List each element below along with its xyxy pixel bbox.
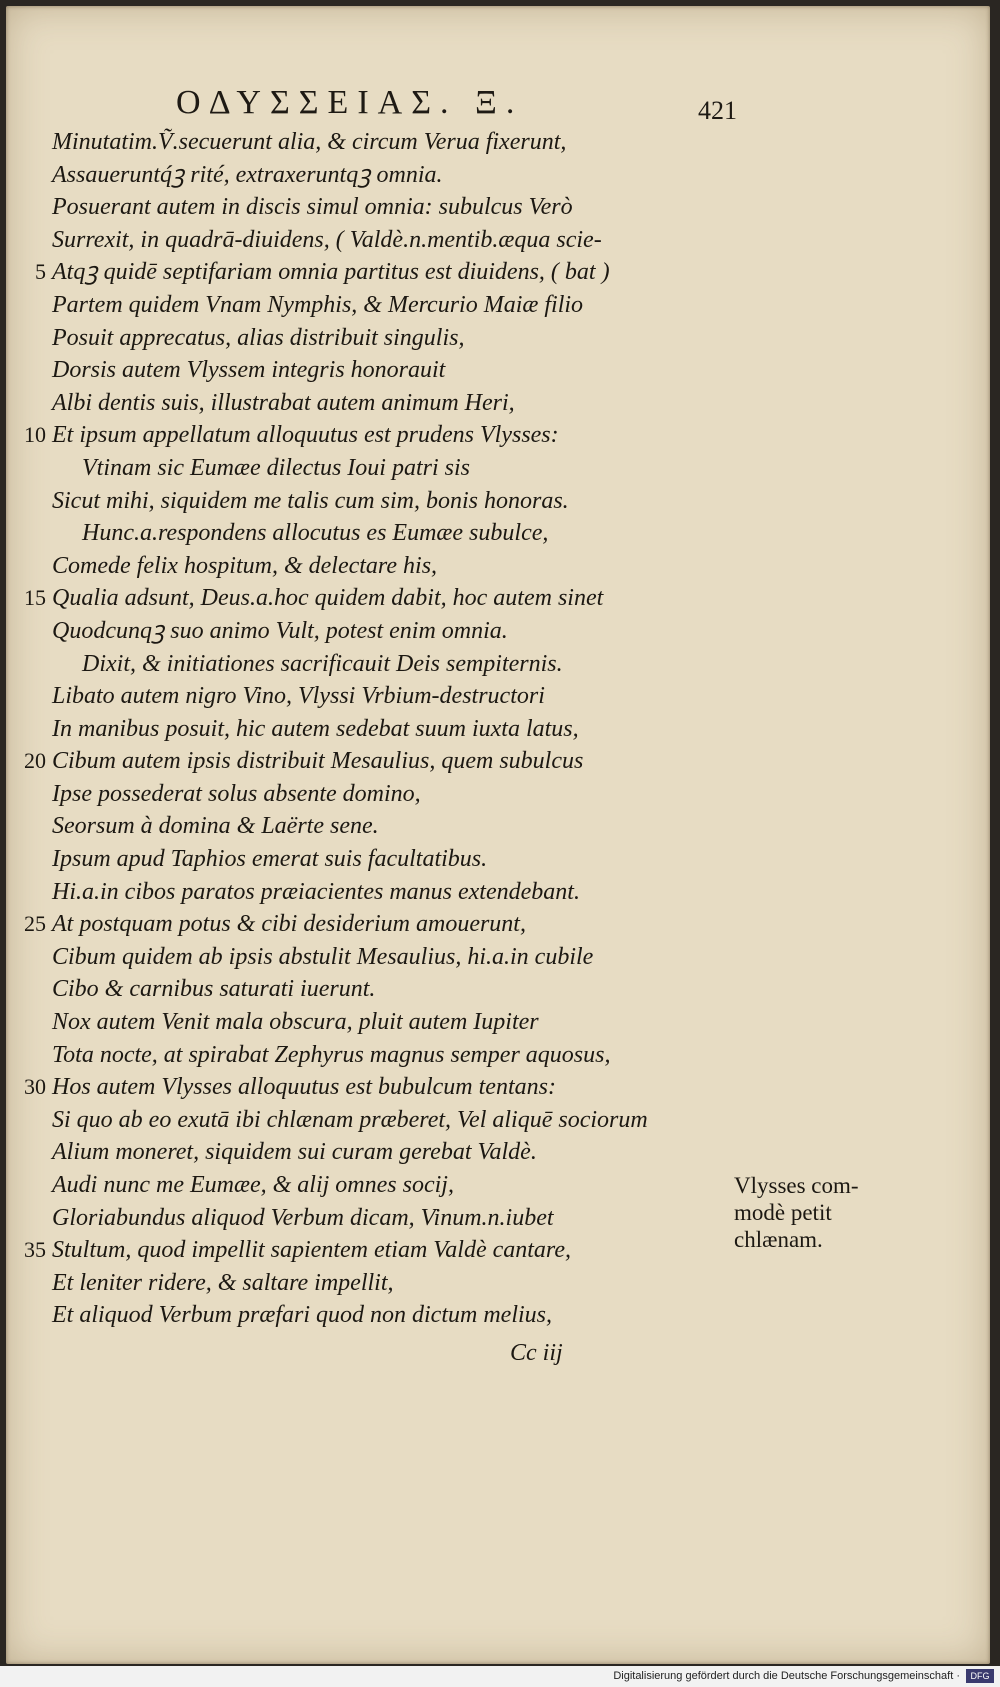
verse-line	[6, 159, 990, 192]
marginal-note-line: modè petit	[734, 1200, 832, 1225]
line-number: 5	[35, 259, 46, 285]
catchword-signature: Cc iij	[510, 1340, 563, 1366]
line-number: 25	[24, 911, 46, 937]
verse-line	[6, 550, 990, 583]
verse-text: Et aliquod Verbum præfari quod non dictum melius,	[52, 1302, 552, 1329]
verse-text: Vtinam sic Eumæe dilectus Ioui patri sis	[82, 454, 470, 481]
verse-line	[6, 191, 990, 224]
verse-line	[6, 289, 990, 322]
verse-text: Dixit, & initiationes sacrificauit Deis sempiternis.	[82, 650, 563, 677]
verse-text: Et leniter ridere, & saltare impellit,	[52, 1269, 394, 1296]
verse-line	[6, 1039, 990, 1072]
verse-line	[6, 452, 990, 485]
verse-text: Posuerant autem in discis simul omnia: subulcus Verò	[52, 194, 573, 221]
verse-line	[6, 1104, 990, 1137]
verse-text: Comede felix hospitum, & delectare his,	[52, 552, 438, 579]
verse-text: Surrexit, in quadrā-diuidens, ( Valdè.n.mentib.æqua scie-	[52, 226, 602, 253]
verse-line	[6, 745, 990, 778]
verse-text: Et ipsum appellatum alloquutus est prudens Vlysses:	[52, 422, 559, 449]
verse-line	[6, 224, 990, 257]
verse-text: Cibo & carnibus saturati iuerunt.	[52, 976, 376, 1003]
verse-line	[6, 517, 990, 550]
verse-text: Ipse possederat solus absente domino,	[52, 780, 421, 807]
verse-text: Cibum quidem ab ipsis abstulit Mesaulius, hi.a.in cubile	[52, 943, 594, 970]
verse-text: Audi nunc me Eumæe, & alij omnes socij,	[52, 1172, 454, 1198]
verse-text: Assaueruntq́ꝫ rité, extraxeruntqꝫ omnia.	[52, 161, 443, 188]
verse-line	[6, 1299, 990, 1332]
verse-text: Libato autem nigro Vino, Vlyssi Vrbium-destructori	[52, 683, 545, 710]
verse-line	[6, 615, 990, 648]
verse-line	[6, 876, 990, 909]
verse-text: Posuit apprecatus, alias distribuit singulis,	[52, 324, 465, 351]
line-number: 30	[24, 1074, 46, 1100]
line-number: 20	[24, 748, 46, 774]
verse-line	[6, 1006, 990, 1039]
marginal-note-line: Vlysses com-	[734, 1173, 859, 1198]
verse-line	[6, 354, 990, 387]
verse-line	[6, 1267, 990, 1300]
verse-text: Cibum autem ipsis distribuit Mesaulius, quem subulcus	[52, 748, 584, 775]
verse-line	[6, 485, 990, 518]
line-number: 15	[24, 585, 46, 611]
verse-line	[6, 648, 990, 681]
verse-line	[6, 973, 990, 1006]
verse-text: Stultum, quod impellit sapientem etiam Valdè cantare,	[52, 1237, 572, 1264]
book-page	[6, 6, 990, 1664]
verse-line	[6, 941, 990, 974]
verse-text: Sicut mihi, siquidem me talis cum sim, bonis honoras.	[52, 487, 569, 514]
footer-credit: Digitalisierung gefördert durch die Deutsche Forschungsgemeinschaft ·	[613, 1670, 960, 1682]
verse-text: Seorsum à domina & Laërte sene.	[52, 813, 379, 840]
verse-text: Quodcunqꝫ suo animo Vult, potest enim omnia.	[52, 617, 508, 644]
verse-text: Minutatim.Ṽ.secuerunt alia, & circum Verua fixerunt,	[52, 129, 567, 155]
verse-line	[6, 582, 990, 615]
verse-text: Gloriabundus aliquod Verbum dicam, Vinum.n.iubet	[52, 1204, 554, 1231]
line-number: 10	[24, 422, 46, 448]
page-number: 421	[698, 96, 737, 125]
verse-text: Hunc.a.respondens allocutus es Eumæe subulce,	[82, 520, 549, 547]
verse-text: Tota nocte, at spirabat Zephyrus magnus semper aquosus,	[52, 1041, 611, 1068]
verse-line	[6, 810, 990, 843]
verse-line	[6, 322, 990, 355]
verse-text: Hos autem Vlysses alloquutus est bubulcum tentans:	[52, 1074, 556, 1101]
dfg-logo: DFG	[966, 1669, 994, 1683]
verse-text: Alium moneret, siquidem sui curam gerebat Valdè.	[52, 1139, 537, 1166]
verse-line	[6, 843, 990, 876]
verse-text: Ipsum apud Taphios emerat suis facultatibus.	[52, 846, 488, 873]
verse-text: Albi dentis suis, illustrabat autem animum Heri,	[52, 389, 515, 416]
verse-text: At postquam potus & cibi desiderium amouerunt,	[52, 911, 526, 938]
verse-text: Atqꝫ quidē septifariam omnia partitus est diuidens, ( bat )	[52, 259, 610, 286]
verse-text: Nox autem Venit mala obscura, pluit autem Iupiter	[52, 1009, 539, 1036]
verse-text: In manibus posuit, hic autem sedebat suum iuxta latus,	[52, 715, 579, 742]
verse-line	[6, 1136, 990, 1169]
verse-line	[6, 908, 990, 941]
verse-text: Hi.a.in cibos paratos præiacientes manus extendebant.	[52, 878, 580, 905]
verse-text: Si quo ab eo exutā ibi chlænam præberet, Vel aliquē sociorum	[52, 1106, 648, 1133]
verse-block	[6, 126, 990, 1332]
verse-text: Partem quidem Vnam Nymphis, & Mercurio Maiæ filio	[52, 291, 584, 318]
verse-line	[6, 778, 990, 811]
verse-line	[6, 419, 990, 452]
verse-line	[6, 126, 990, 159]
running-header: ΟΔΥΣΣΕΙΑΣ. Ξ.	[176, 84, 524, 121]
line-number: 35	[24, 1237, 46, 1263]
verse-line	[6, 387, 990, 420]
verse-line	[6, 1071, 990, 1104]
footer-bar	[0, 1666, 1000, 1687]
verse-text: Dorsis autem Vlyssem integris honorauit	[52, 357, 446, 384]
verse-text: Qualia adsunt, Deus.a.hoc quidem dabit, hoc autem sinet	[52, 585, 604, 612]
marginal-note	[734, 1172, 904, 1253]
marginal-note-line: chlænam.	[734, 1227, 823, 1252]
verse-line	[6, 713, 990, 746]
verse-line	[6, 680, 990, 713]
verse-line	[6, 256, 990, 289]
